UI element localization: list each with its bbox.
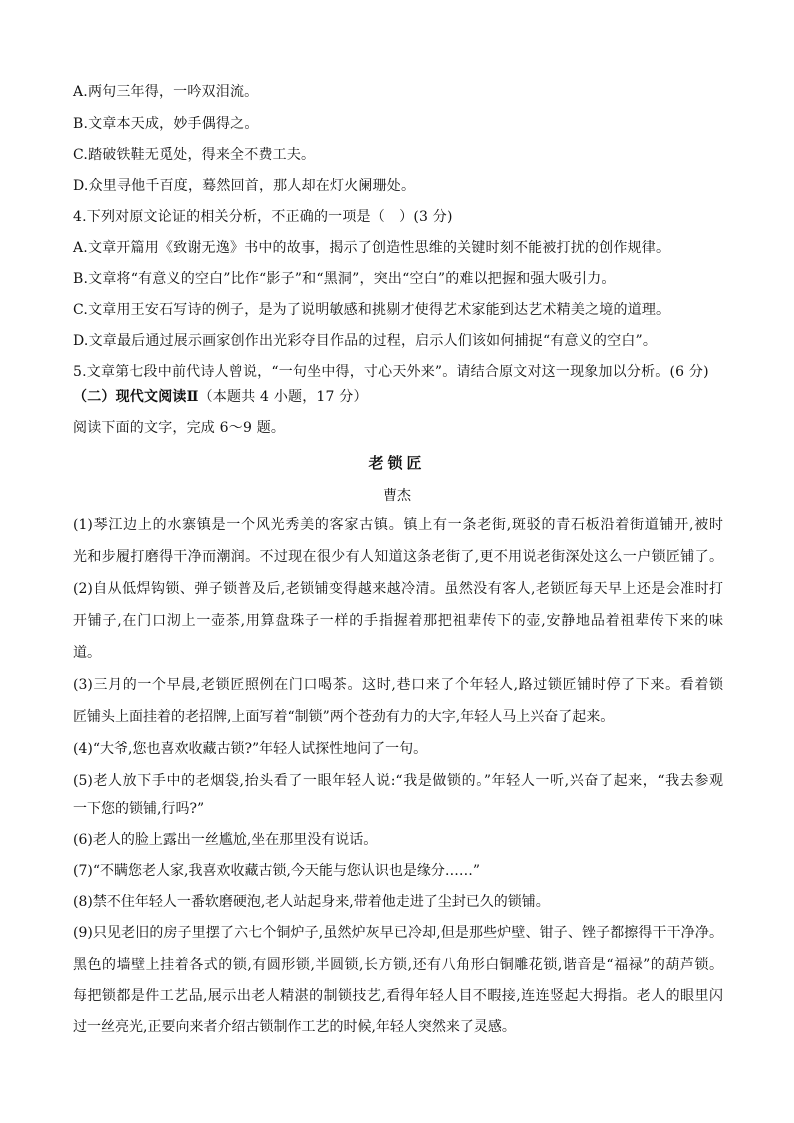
article-line: 一下您的锁铺,行吗?” xyxy=(73,801,205,817)
article-line: (9)只见老旧的房子里摆了六七个铜炉子,虽然炉灰早已冷却,但是那些炉壁、钳子、锉子都擦得干干净净。 xyxy=(73,925,723,941)
article-title: 老锁匠 xyxy=(368,454,426,472)
section-instruction: 阅读下面的文字，完成 6～9 题。 xyxy=(73,420,286,436)
question-5: 5.文章第七段中前代诗人曾说，“一句坐中得，寸心天外来”。请结合原文对这一现象加以分析。(6 分) xyxy=(73,364,709,380)
article-line: 开铺子,在门口沏上一壶茶,用算盘珠子一样的手指握着那把祖辈传下的壶,安静地品着祖辈传下来的味 xyxy=(73,613,723,629)
article-line: (7)“不瞒您老人家,我喜欢收藏古锁,今天能与您认识也是缘分……” xyxy=(73,863,481,879)
section-heading xyxy=(73,387,724,407)
article-line: (6)老人的脸上露出一丝尴尬,坐在那里没有说话。 xyxy=(73,832,378,848)
option-c-q3: C.踏破铁鞋无觅处，得来全不费工夫。 xyxy=(73,147,316,163)
option-c-q4: C.文章用王安石写诗的例子，是为了说明敏感和挑剔才使得艺术家能到达艺术精美之境的道理。 xyxy=(73,302,671,318)
article-line: (5)老人放下手中的老烟袋,抬头看了一眼年轻人说:“我是做锁的。”年轻人一听,兴奋了起来，“我去参观 xyxy=(73,773,723,789)
article-line: 匠铺头上面挂着的老招牌,上面写着“制锁”两个苍劲有力的大字,年轻人马上兴奋了起来。 xyxy=(73,709,615,725)
article-author: 曹杰 xyxy=(383,488,411,504)
article-line: 每把锁都是件工艺品,展示出老人精湛的制锁技艺,看得年轻人目不暇接,连连竖起大拇指。老人的眼里闪 xyxy=(73,988,723,1004)
option-a-q3: A.两句三年得，一吟双泪流。 xyxy=(73,84,259,100)
article-line: (3)三月的一个早晨,老锁匠照例在门口喝茶。这时,巷口来了个年轻人,路过锁匠铺时停了下来。看着锁 xyxy=(73,677,723,693)
article-line: (8)禁不住年轻人一番软磨硬泡,老人站起身来,带着他走进了尘封已久的锁铺。 xyxy=(73,894,550,910)
option-d-q3: D.众里寻他千百度，蓦然回首，那人却在灯火阑珊处。 xyxy=(73,178,416,194)
option-b-q3: B.文章本天成，妙手偶得之。 xyxy=(73,116,259,132)
section-title: （二）现代文阅读Ⅱ xyxy=(73,389,199,405)
option-b-q4: B.文章将“有意义的空白”比作“影子”和“黑洞”，突出“空白”的难以把握和强大吸引力。 xyxy=(73,271,616,287)
article-line: (4)“大爷,您也喜欢收藏古锁?”年轻人试探性地问了一句。 xyxy=(73,741,428,757)
article-line: (1)琴江边上的水寨镇是一个风光秀美的客家古镇。镇上有一条老街,斑驳的青石板沿着街道铺开,被时 xyxy=(73,517,723,533)
question-4-stem: 4.下列对原文论证的相关分析，不正确的一项是（ ）(3 分) xyxy=(73,209,453,225)
article-line: (2)自从低焊钩锁、弹子锁普及后,老锁铺变得越来越冷清。虽然没有客人,老锁匠每天早上还是会准时打 xyxy=(73,581,723,597)
article-line: 过一丝亮光,正要向来者介绍古锁制作工艺的时候,年轻人突然来了灵感。 xyxy=(73,1019,516,1035)
section-note: （本题共 4 小题，17 分） xyxy=(198,389,368,405)
option-d-q4: D.文章最后通过展示画家创作出光彩夺目作品的过程，启示人们该如何捕捉“有意义的空白”。 xyxy=(73,333,658,349)
article-line: 光和步履打磨得干净而潮润。不过现在很少有人知道这条老街了,更不用说老街深处这么一户锁匠铺了。 xyxy=(73,549,723,565)
option-a-q4: A.文章开篇用《致谢无逸》书中的故事，揭示了创造性思维的关键时刻不能被打扰的创作规律。 xyxy=(73,240,671,256)
article-line: 黑色的墙壁上挂着各式的锁,有圆形锁,半圆锁,长方锁,还有八角形白铜雕花锁,谐音是“福禄”的葫芦锁。 xyxy=(73,957,723,973)
article-line: 道。 xyxy=(73,645,101,661)
